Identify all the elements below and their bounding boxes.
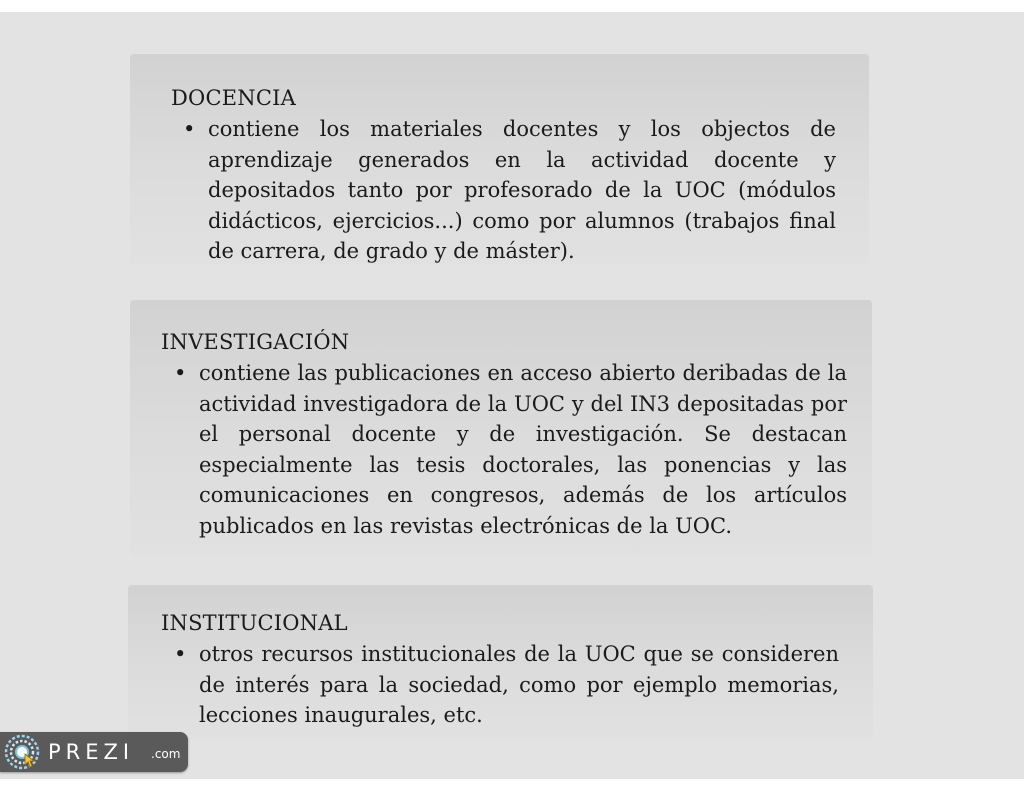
prezi-wordmark: PREZI bbox=[48, 740, 135, 764]
section-heading: DOCENCIA bbox=[171, 86, 296, 110]
prezi-domain-suffix: .com bbox=[151, 747, 181, 761]
section-investigacion bbox=[130, 300, 872, 555]
prezi-icon bbox=[4, 734, 40, 770]
prezi-logo[interactable] bbox=[0, 732, 188, 772]
slide bbox=[0, 12, 1024, 779]
bullet-dot: • bbox=[174, 642, 187, 666]
section-institucional bbox=[128, 585, 873, 740]
bullet-dot: • bbox=[174, 361, 187, 385]
bullet-text: otros recursos institucionales de la UOC que se consideren de interés para la sociedad, como por ejemplo memorias, lecciones inaugurales, etc. bbox=[199, 642, 839, 728]
section-heading: INSTITUCIONAL bbox=[161, 611, 348, 635]
section-docencia bbox=[130, 54, 869, 264]
bullet-text: contiene los materiales docentes y los objectos de aprendizaje generados en la actividad docente y depositados tanto por profesorado de la UOC (módulos didácticos, ejercicios...) como por alumnos (trabajos final de carrera, de grado y de máster). bbox=[208, 117, 836, 264]
bullet-text: contiene las publicaciones en acceso abierto deribadas de la actividad investigadora de la UOC y del IN3 depositadas por el personal docente y de investigación. Se destacan especialmente las tesis doctorales, las ponencias y las comunicaciones en congresos, además de los artículos publicados en las revistas electrónicas de la UOC. bbox=[199, 361, 847, 538]
bullet-dot: • bbox=[183, 117, 196, 141]
section-heading: INVESTIGACIÓN bbox=[161, 330, 350, 354]
